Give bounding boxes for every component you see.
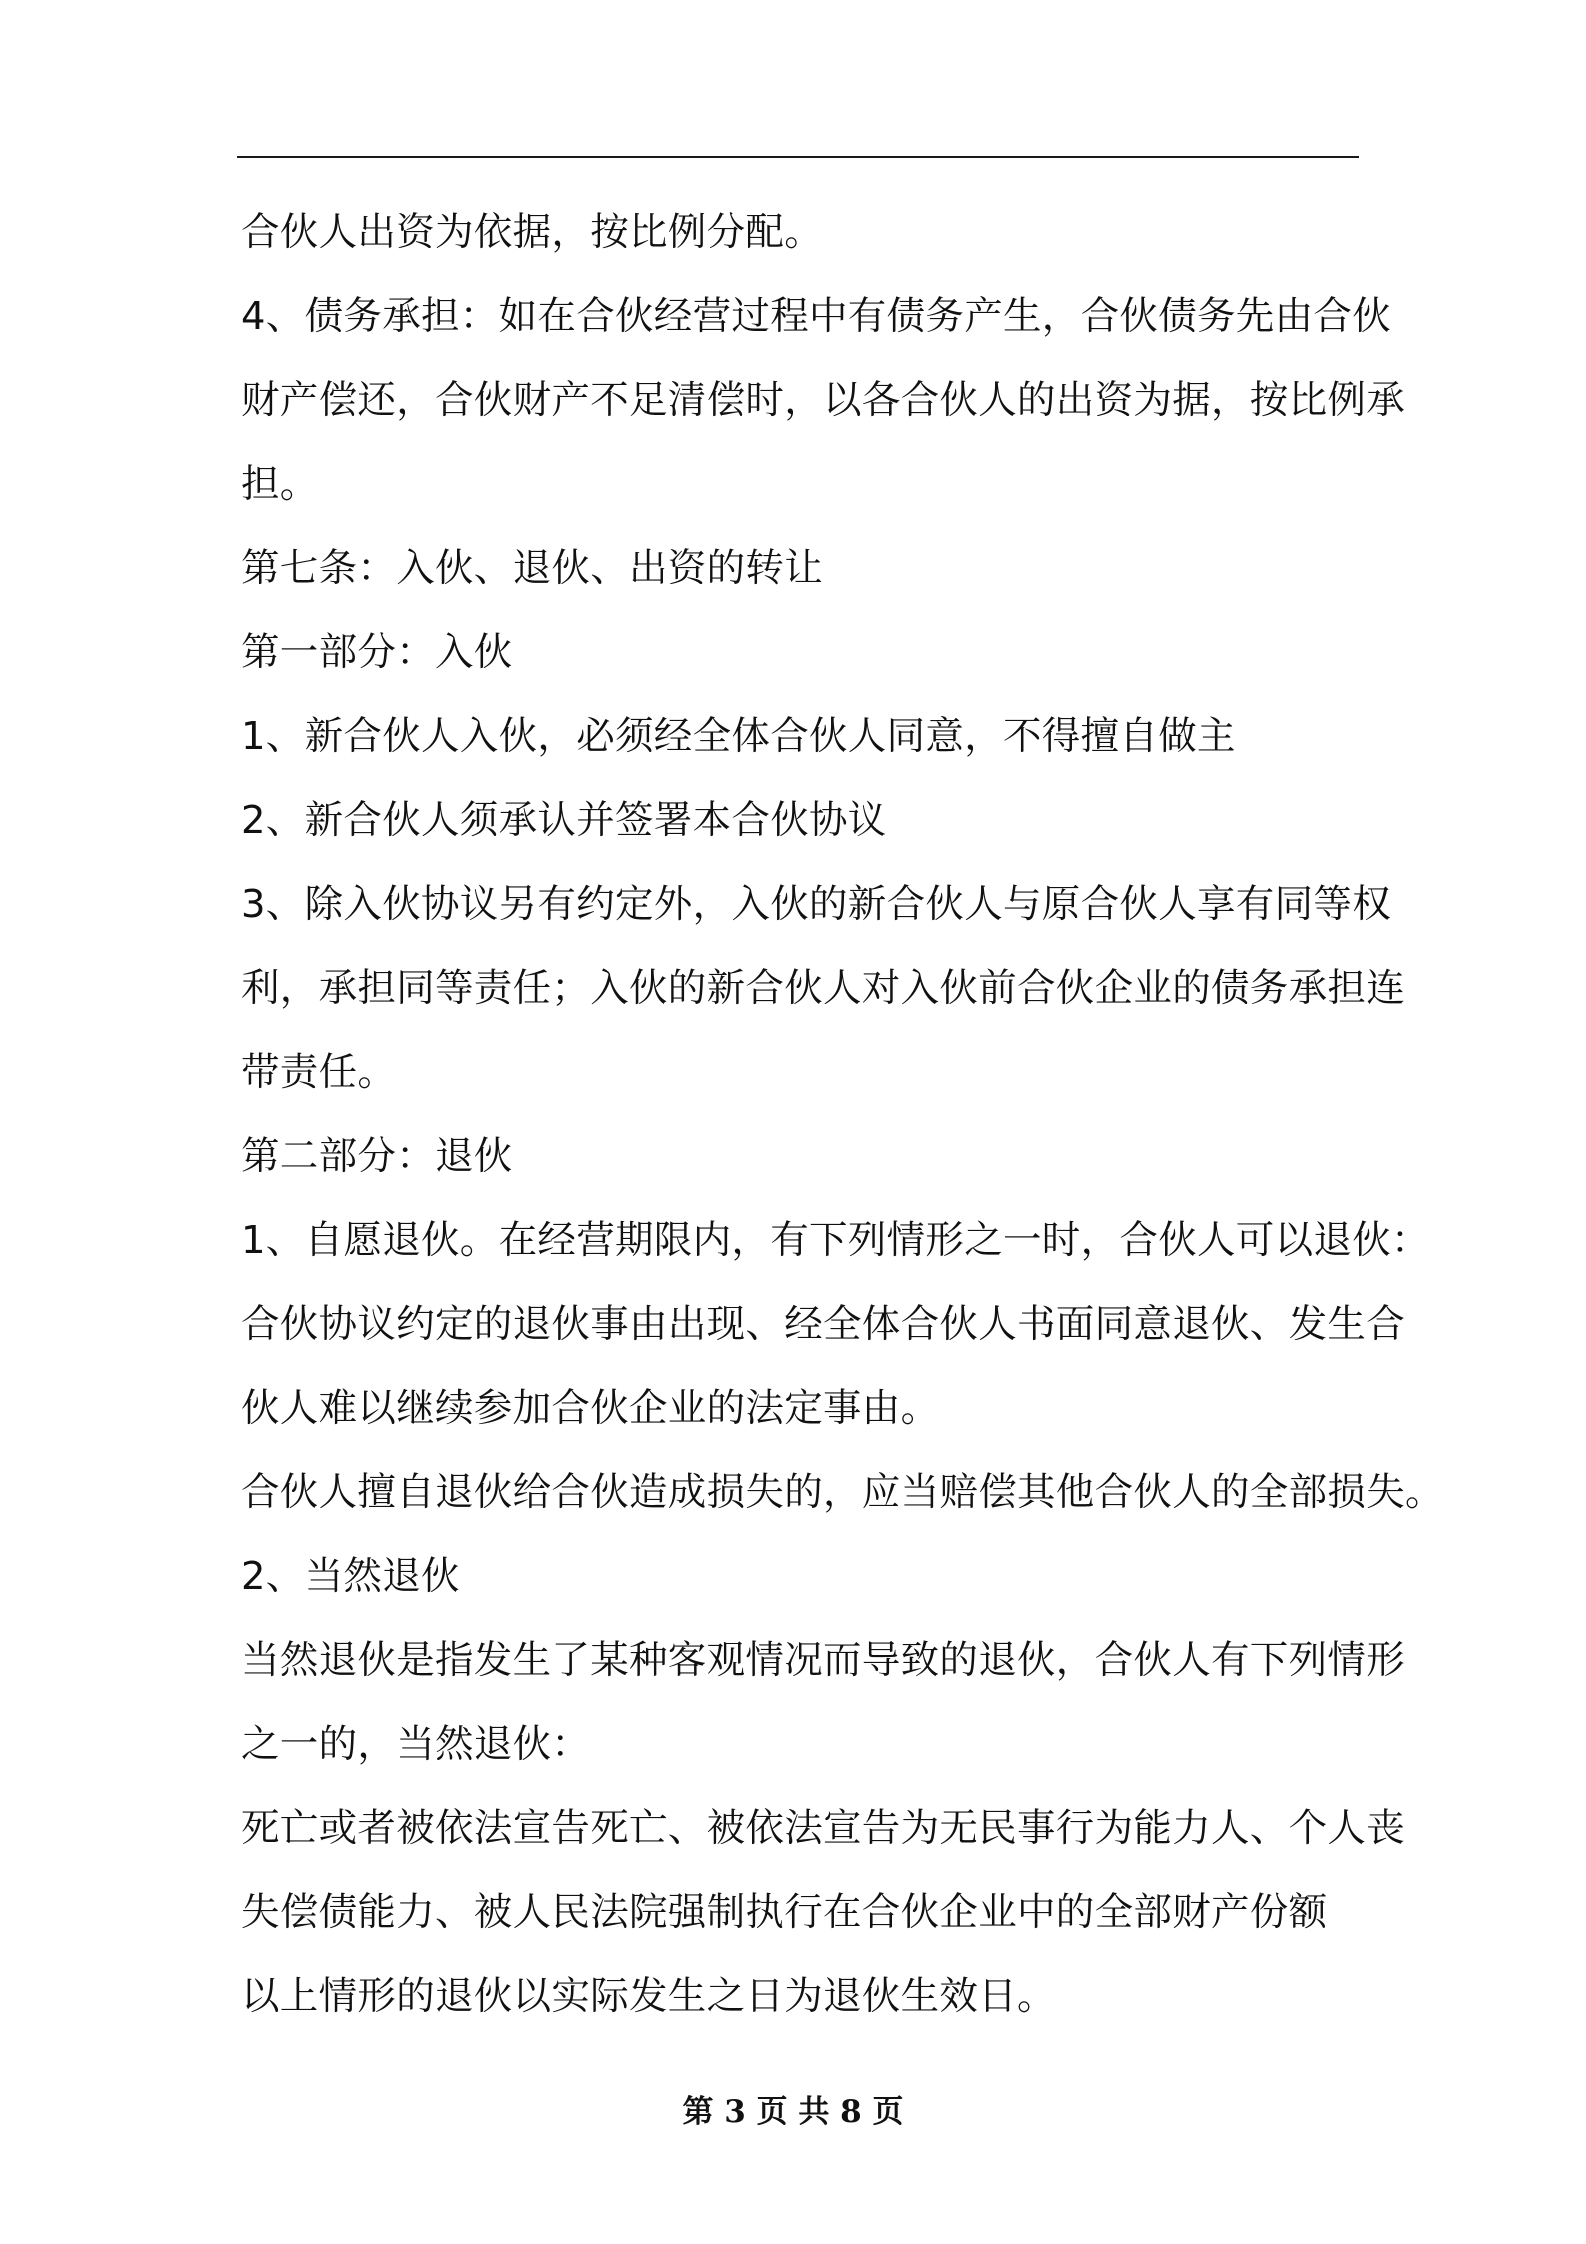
page-number: 第 3 页 共 8 页 bbox=[682, 2094, 904, 2130]
text-line: 担。 bbox=[241, 462, 319, 507]
text-line: 4、债务承担：如在合伙经营过程中有债务产生，合伙债务先由合伙 bbox=[241, 294, 1391, 339]
text-line: 财产偿还，合伙财产不足清偿时，以各合伙人的出资为据，按比例承 bbox=[241, 378, 1406, 423]
text-line: 死亡或者被依法宣告死亡、被依法宣告为无民事行为能力人、个人丧 bbox=[241, 1806, 1406, 1851]
article-heading: 第七条：入伙、退伙、出资的转让 bbox=[241, 546, 824, 591]
text-line: 2、新合伙人须承认并签署本合伙协议 bbox=[241, 798, 887, 843]
text-line: 3、除入伙协议另有约定外，入伙的新合伙人与原合伙人享有同等权 bbox=[241, 882, 1391, 927]
text-line: 1、自愿退伙。在经营期限内，有下列情形之一时，合伙人可以退伙： bbox=[241, 1218, 1430, 1263]
text-line: 合伙人出资为依据，按比例分配。 bbox=[241, 210, 824, 255]
text-line: 之一的，当然退伙： bbox=[241, 1722, 591, 1767]
document-body bbox=[241, 197, 1444, 2045]
text-line: 2、当然退伙 bbox=[241, 1554, 460, 1599]
text-line: 带责任。 bbox=[241, 1050, 397, 1095]
section-heading: 第一部分：入伙 bbox=[241, 630, 513, 675]
text-line: 当然退伙是指发生了某种客观情况而导致的退伙，合伙人有下列情形 bbox=[241, 1638, 1406, 1683]
text-line: 1、新合伙人入伙，必须经全体合伙人同意，不得擅自做主 bbox=[241, 714, 1236, 759]
text-line: 伙人难以继续参加合伙企业的法定事由。 bbox=[241, 1386, 940, 1431]
text-line: 合伙人擅自退伙给合伙造成损失的，应当赔偿其他合伙人的全部损失。 bbox=[241, 1470, 1444, 1515]
text-line: 合伙协议约定的退伙事由出现、经全体合伙人书面同意退伙、发生合 bbox=[241, 1302, 1406, 1347]
text-line: 以上情形的退伙以实际发生之日为退伙生效日。 bbox=[241, 1974, 1056, 2019]
header-rule bbox=[237, 156, 1359, 158]
text-line: 利，承担同等责任；入伙的新合伙人对入伙前合伙企业的债务承担连 bbox=[241, 966, 1406, 1011]
text-line: 失偿债能力、被人民法院强制执行在合伙企业中的全部财产份额 bbox=[241, 1890, 1328, 1935]
section-heading: 第二部分：退伙 bbox=[241, 1134, 513, 1179]
